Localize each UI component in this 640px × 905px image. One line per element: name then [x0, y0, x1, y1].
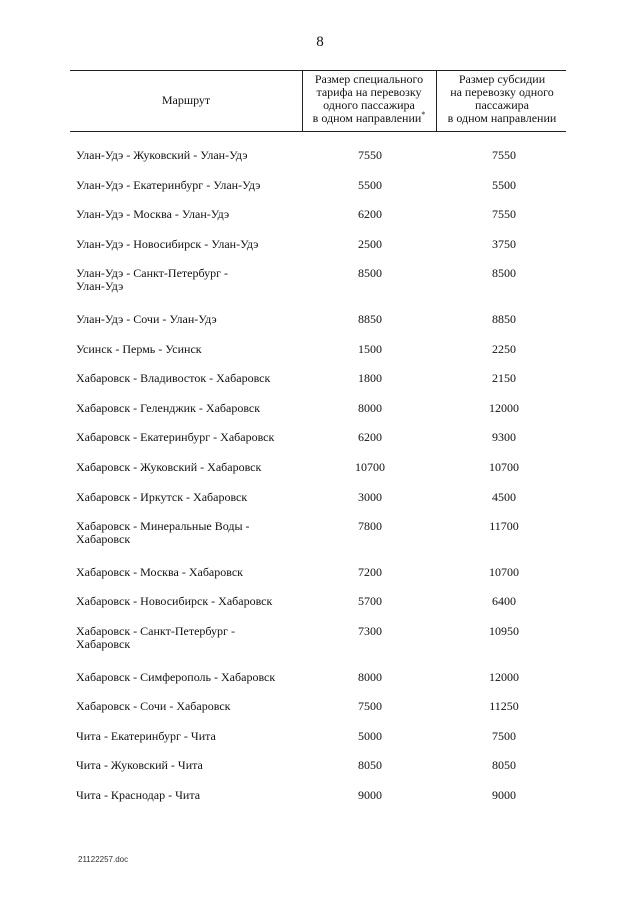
subsidy-cell: 11700 [489, 519, 519, 534]
tariff-cell: 6200 [358, 207, 382, 222]
subsidy-cell: 2150 [492, 371, 516, 386]
route-cell [76, 491, 286, 504]
subsidy-cell: 10700 [489, 460, 519, 474]
route-line: Улан-Удэ - Екатеринбург - Улан-Удэ [76, 177, 261, 192]
tariff-cell: 6200 [358, 430, 382, 445]
route-cell [76, 267, 286, 293]
route-cell [76, 149, 286, 162]
route-line: Хабаровск - Минеральные Воды - [76, 519, 250, 534]
tariff-cell: 7550 [358, 148, 382, 162]
subsidy-cell: 12000 [489, 669, 519, 684]
route-line: Хабаровск - Сочи - Хабаровск [76, 699, 231, 714]
route-cell [76, 431, 286, 444]
route-cell [76, 238, 286, 251]
route-cell [76, 625, 286, 651]
route-line: Улан-Удэ - Новосибирск - Улан-Удэ [76, 236, 259, 251]
route-line: Улан-Удэ - Москва - Улан-Удэ [76, 207, 230, 222]
route-line: Хабаровск [76, 637, 131, 651]
route-line: Улан-Удэ - Сочи - Улан-Удэ [76, 312, 217, 326]
column-header-subsidy-line: на перевозку одного [450, 85, 554, 99]
tariff-cell: 8050 [358, 758, 382, 773]
route-line: Хабаровск - Жуковский - Хабаровск [76, 460, 262, 474]
page-number: 8 [316, 34, 324, 50]
tariff-cell: 1800 [358, 371, 382, 386]
tariff-cell: 8500 [358, 266, 382, 281]
tariff-cell: 8000 [358, 400, 382, 415]
column-header-tariff-line: одного пассажира [323, 98, 415, 112]
tariff-cell: 5700 [358, 594, 382, 609]
route-cell [76, 313, 286, 326]
column-header-tariff-line: тарифа на перевозку [316, 85, 422, 99]
route-line: Хабаровск - Владивосток - Хабаровск [76, 371, 271, 386]
route-cell [76, 179, 286, 192]
subsidy-cell: 12000 [489, 400, 519, 415]
route-cell [76, 520, 286, 546]
tariff-cell: 9000 [358, 788, 382, 802]
route-line: Улан-Удэ - Санкт-Петербург - [76, 266, 229, 281]
route-cell [76, 671, 286, 684]
route-cell [76, 461, 286, 474]
route-cell [76, 208, 286, 221]
column-header-route: Маршрут [161, 93, 211, 107]
column-header-subsidy-line: пассажира [475, 98, 529, 112]
route-line: Хабаровск - Екатеринбург - Хабаровск [76, 430, 275, 445]
tariff-cell: 7200 [358, 564, 382, 579]
subsidy-cell: 11250 [489, 699, 519, 714]
tariff-cell: 1500 [358, 341, 382, 356]
route-cell [76, 789, 286, 802]
route-line: Чита - Жуковский - Чита [76, 758, 203, 773]
route-line: Хабаровск - Иркутск - Хабаровск [76, 489, 248, 504]
subsidy-cell: 8850 [492, 312, 516, 326]
subsidy-cell: 9000 [492, 788, 516, 802]
tariff-cell: 7300 [358, 624, 382, 638]
route-cell [76, 343, 286, 356]
subsidy-cell: 4500 [492, 489, 516, 504]
route-line: Хабаровск - Геленджик - Хабаровск [76, 400, 261, 415]
route-cell [76, 700, 286, 713]
route-cell [76, 402, 286, 415]
subsidy-cell: 10700 [489, 564, 519, 579]
route-line: Хабаровск - Новосибирск - Хабаровск [76, 594, 273, 609]
route-cell [76, 372, 286, 385]
column-header-subsidy-line: в одном направлении [447, 111, 557, 125]
column-header-subsidy-line: Размер субсидии [458, 72, 546, 86]
route-line: Усинск - Пермь - Усинск [76, 341, 202, 356]
subsidy-cell: 7550 [492, 148, 516, 162]
subsidy-cell: 7500 [492, 728, 516, 743]
tariff-cell: 2500 [358, 236, 382, 251]
tariff-cell: 8000 [358, 669, 382, 684]
tariff-cell: 5000 [358, 728, 382, 743]
tariff-cell: 7500 [358, 699, 382, 714]
document-filename: 21122257.doc [78, 855, 129, 864]
subsidy-cell: 3750 [492, 236, 516, 251]
route-line: Хабаровск - Санкт-Петербург - [76, 624, 235, 638]
column-header-tariff-line: Размер специального [314, 72, 424, 86]
route-line: Улан-Удэ [76, 279, 124, 294]
tariff-cell: 7800 [358, 519, 382, 534]
column-header-tariff-line-text: в одном направлении [312, 111, 422, 125]
subsidy-cell: 8500 [492, 266, 516, 281]
tariff-cell: 5500 [358, 177, 382, 192]
subsidy-cell: 2250 [492, 341, 516, 356]
route-cell [76, 730, 286, 743]
route-line: Чита - Екатеринбург - Чита [76, 728, 216, 743]
route-line: Хабаровск [76, 532, 131, 547]
tariff-cell: 8850 [358, 312, 382, 326]
tariff-cell: 10700 [355, 460, 385, 474]
tariff-cell: 3000 [358, 489, 382, 504]
subsidy-cell: 7550 [492, 207, 516, 222]
subsidy-cell: 8050 [492, 758, 516, 773]
subsidy-cell: 5500 [492, 177, 516, 192]
route-line: Хабаровск - Москва - Хабаровск [76, 564, 244, 579]
route-line: Хабаровск - Симферополь - Хабаровск [76, 669, 276, 684]
footnote-mark: * [421, 110, 426, 119]
route-cell [76, 595, 286, 608]
route-cell [76, 759, 286, 772]
route-line: Чита - Краснодар - Чита [76, 788, 201, 802]
subsidy-cell: 6400 [492, 594, 516, 609]
subsidy-cell: 10950 [489, 624, 519, 638]
route-cell [76, 566, 286, 579]
route-line: Улан-Удэ - Жуковский - Улан-Удэ [76, 148, 248, 162]
subsidy-cell: 9300 [492, 430, 516, 445]
